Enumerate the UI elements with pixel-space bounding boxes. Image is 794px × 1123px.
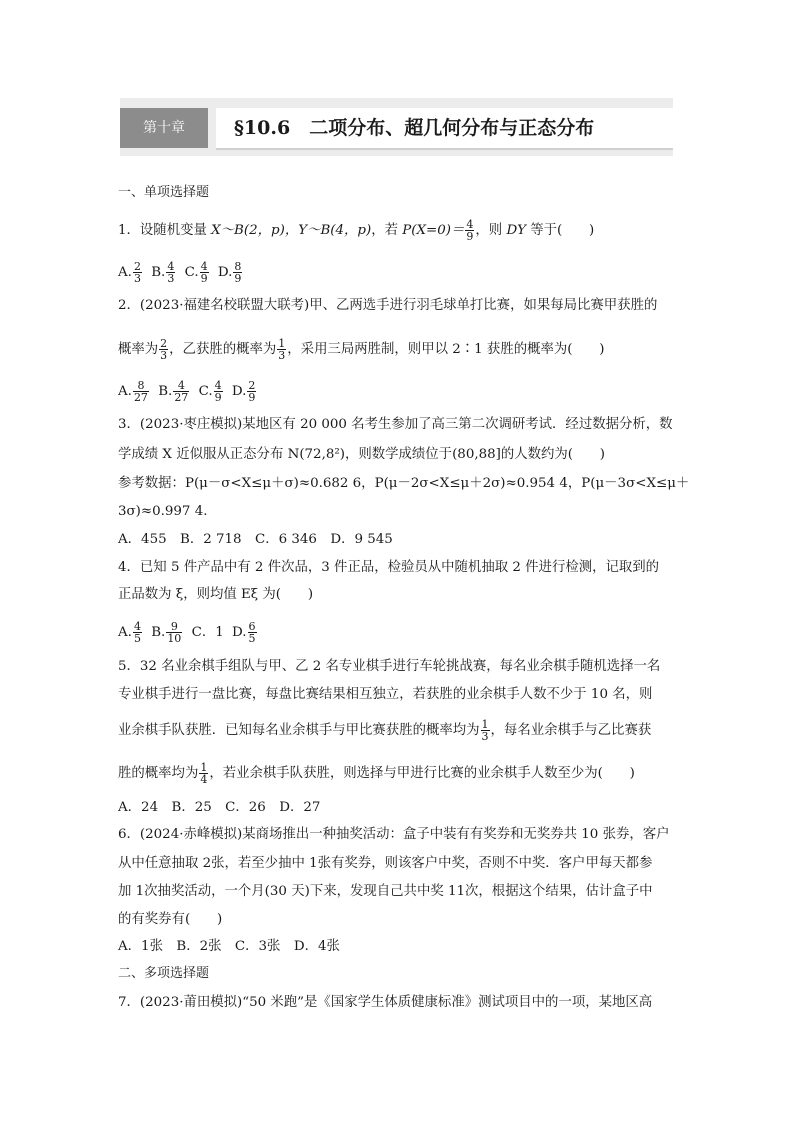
question-3-line-1: 3．(2023·枣庄模拟)某地区有 20 000 名考生参加了高三第二次调研考试．经过数据分析，数	[118, 417, 673, 432]
q2-option-b: B. $\frac{4}{27}$	[158, 379, 189, 404]
q4-option-d: D. $\frac{6}{5}$	[232, 620, 256, 645]
q4-option-c: C．1	[191, 625, 224, 640]
question-4-options	[118, 621, 262, 644]
question-5-line-1: 5．32 名业余棋手组队与甲、乙 2 名专业棋手进行车轮挑战赛，每名业余棋手随机选择一名	[118, 659, 661, 674]
q4-option-b: B. $\frac{9}{10}$	[151, 620, 182, 645]
question-1-options	[118, 261, 247, 284]
question-7-line-1: 7．(2023·莆田模拟)“50 米跑”是《国家学生体质健康标准》测试项目中的一项，某地区高	[118, 995, 653, 1010]
q2-option-c: C. $\frac{4}{9}$	[198, 379, 222, 404]
question-2-options	[118, 380, 261, 403]
question-3-options: A．455 B．2 718 C．6 346 D．9 545	[118, 532, 393, 547]
q1-option-d: D. $\frac{8}{9}$	[217, 260, 242, 285]
question-6-line-3: 加 1次抽奖活动，一个月(30 天)下来，发现自己共中奖 11次，根据这个结果，估计盒子中	[118, 884, 653, 899]
section-heading-single: 一、单项选择题	[118, 185, 210, 200]
question-2-line-1: 2．(2023·福建名校联盟大联考)甲、乙两选手进行羽毛球单打比赛，如果每局比赛甲获胜的	[118, 298, 658, 313]
question-6-line-4: 的有奖券有( )	[118, 912, 223, 927]
q4-option-a: A. $\frac{4}{5}$	[118, 620, 141, 645]
section-heading-multi: 二、多项选择题	[118, 966, 210, 981]
chapter-label: 第十章	[120, 108, 208, 148]
q2-option-d: D. $\frac{2}{9}$	[231, 379, 256, 404]
question-5-line-4: 胜的概率均为 $\frac{1}{4}$ ，若业余棋手队获胜，则选择与甲进行比赛的业余棋手人数至少为( )	[118, 761, 635, 786]
question-3-reference-data: 参考数据：P(μ－σ<X≤μ＋σ)≈0.682 6，P(μ－2σ<X≤μ＋2σ)≈0.954 4，P(μ－3σ<X≤μ＋	[118, 476, 690, 491]
question-4-line-2: 正品数为 ξ，则均值 Eξ 为( )	[118, 587, 314, 602]
question-3-reference-data-cont: 3σ)≈0.997 4.	[118, 504, 208, 519]
question-3-line-2: 学成绩 X 近似服从正态分布 N(72,8²)，则数学成绩位于(80,88]的人数约为( )	[118, 447, 606, 462]
page-title: §10.6 二项分布、超几何分布与正态分布	[234, 117, 595, 139]
question-2-line-2: 概率为 $\frac{2}{3}$ ，乙获胜的概率为 $\frac{1}{3}$ ，采用三局两胜制，则甲以 2∶1 获胜的概率为( )	[118, 337, 605, 362]
question-5-options: A．24 B．25 C．26 D．27	[118, 800, 321, 815]
question-6-line-2: 从中任意抽取 2张，若至少抽中 1张有奖券，则该客户中奖，否则不中奖．客户甲每天都参	[118, 856, 653, 871]
q1-option-a: A. $\frac{2}{3}$	[118, 260, 141, 285]
q2-option-a: A. $\frac{8}{27}$	[118, 379, 148, 404]
question-6-line-1: 6．(2024·赤峰模拟)某商场推出一种抽奖活动：盒子中装有有奖券和无奖券共 10 张券，客户	[118, 827, 670, 842]
question-5-line-3: 业余棋手队获胜．已知每名业余棋手与甲比赛获胜的概率均为 $\frac{1}{3}$ ，每名业余棋手与乙比赛获	[118, 718, 652, 743]
question-1: 1．设随机变量 X～B(2，p)，Y～B(4，p)，若 P(X=0)＝ $\frac{4}{9}$ ，则 DY 等于( )	[118, 218, 595, 243]
q1-option-c: C. $\frac{4}{9}$	[184, 260, 208, 285]
question-5-line-2: 专业棋手进行一盘比赛，每盘比赛结果相互独立，若获胜的业余棋手人数不少于 10 名，则	[118, 687, 653, 702]
question-4-line-1: 4．已知 5 件产品中有 2 件次品，3 件正品，检验员从中随机抽取 2 件进行检测，记取到的	[118, 560, 660, 575]
question-6-options: A．1张 B．2张 C．3张 D．4张	[118, 939, 340, 954]
q1-option-b: B. $\frac{4}{3}$	[151, 260, 175, 285]
